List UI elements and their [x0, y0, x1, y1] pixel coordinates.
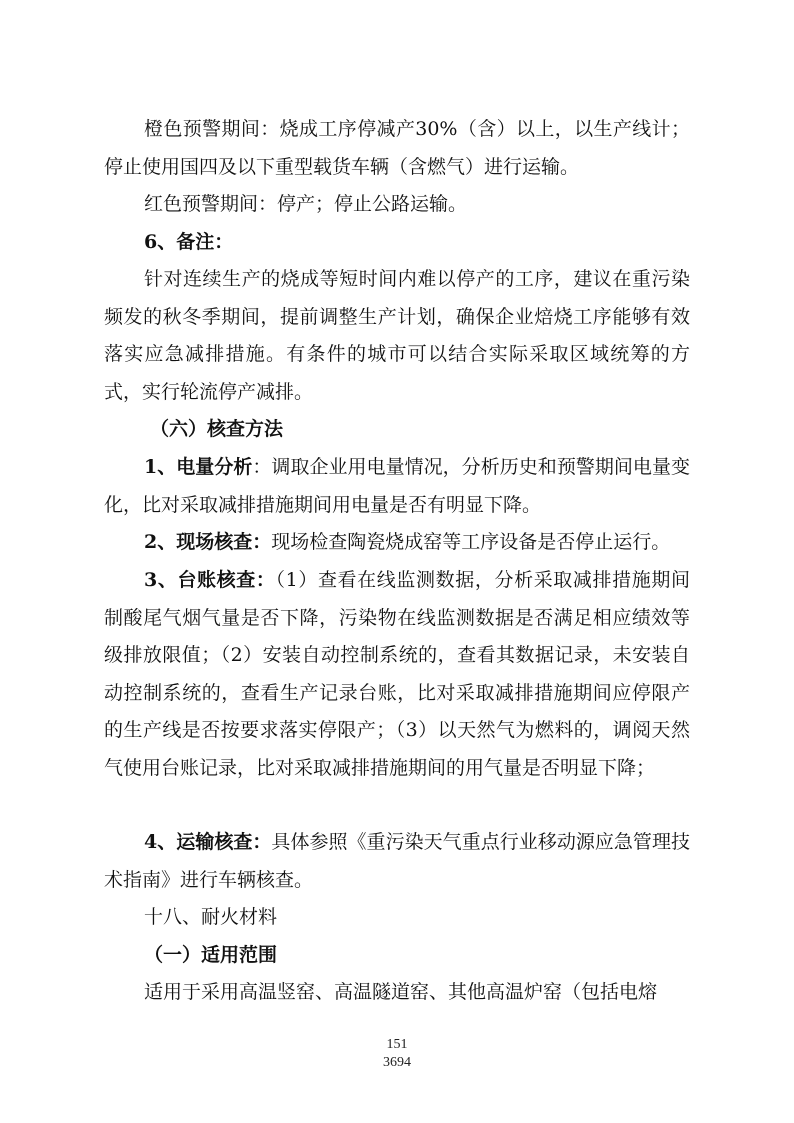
note-paragraph: 针对连续生产的烧成等短时间内难以停产的工序，建议在重污染频发的秋冬季期间，提前调整生产计划，确保企业焙烧工序能够有效落实应急减排措施。有条件的城市可以结合实际采取区域统筹的方式，实行轮流停产减排。 — [104, 268, 690, 403]
item-4-text: 具体参照《重污染天气重点行业移动源应急管理技术指南》进行车辆核查。 — [104, 831, 690, 891]
item-2-paragraph — [104, 524, 690, 562]
subsection-1-heading: （一）适用范围 — [144, 944, 278, 966]
item-2-text: 现场检查陶瓷烧成窑等工序设备是否停止运行。 — [271, 531, 671, 553]
page-number: 151 — [386, 1037, 408, 1052]
item-4-label: 4、运输核查： — [144, 831, 272, 853]
item-3-label: 3、台账核查： — [144, 569, 276, 591]
subsection-1-paragraph: 适用于采用高温竖窑、高温隧道窑、其他高温炉窑（包括电熔 — [144, 981, 658, 1003]
item-3-text: （1）查看在线监测数据，分析采取减排措施期间制酸尾气烟气量是否下降，污染物在线监测数据是否满足相应绩效等级排放限值；（2）安装自动控制系统的，查看其数据记录，未安装自动控制系统的，查看生产记录台账，比对采取减排措施期间应停限产的生产线是否按要求落实停限产；（3）以天然气为燃料的，调阅天然气使用台账记录，比对采取减排措施期间的用气量是否明显下降； — [104, 569, 690, 779]
item-3-paragraph — [104, 562, 690, 788]
total-page-number: 3694 — [383, 1055, 411, 1070]
chapter-18-heading: 十八、耐火材料 — [144, 906, 278, 928]
item-2-label: 2、现场核查： — [144, 531, 272, 553]
section-6-heading: （六）核查方法 — [150, 418, 284, 440]
item-1-text: ：调取企业用电量情况，分析历史和预警期间电量变化，比对采取减排措施期间用电量是否有明显下降。 — [104, 456, 690, 516]
item-1-label: 1、电量分析 — [144, 456, 253, 478]
note-heading: 6、备注： — [144, 231, 234, 253]
item-4-paragraph — [104, 824, 690, 899]
item-1-paragraph — [104, 449, 690, 524]
red-warning-paragraph: 红色预警期间：停产；停止公路运输。 — [144, 193, 468, 215]
orange-warning-paragraph: 橙色预警期间：烧成工序停减产30%（含）以上，以生产线计；停止使用国四及以下重型载货车辆（含燃气）进行运输。 — [104, 118, 690, 178]
